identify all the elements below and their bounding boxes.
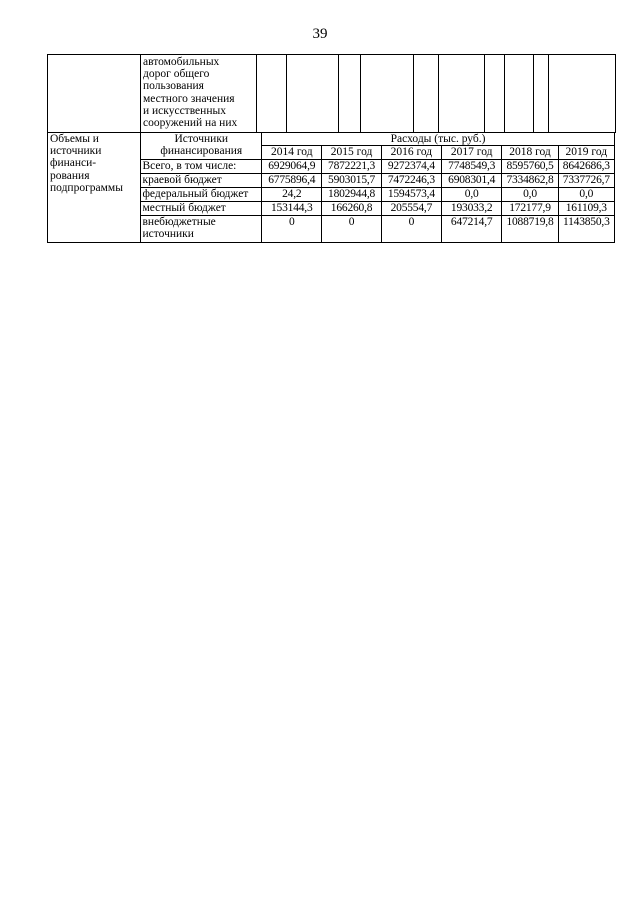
- value-cell: 7337726,7: [558, 174, 614, 188]
- year-header: 2019 год: [558, 146, 614, 160]
- empty-cell: [414, 55, 439, 133]
- label-line: источники: [50, 145, 102, 158]
- empty-cell: [505, 55, 534, 133]
- value-cell: 0: [262, 216, 322, 243]
- activity-name-line: автомобильных: [143, 56, 220, 68]
- source-cell: федеральный бюджет: [141, 188, 262, 202]
- value-cell: 5903015,7: [322, 174, 381, 188]
- label-line: рования: [50, 169, 90, 182]
- continued-table-row: [47, 54, 616, 133]
- value-cell: 1088719,8: [502, 216, 558, 243]
- activity-name-line: пользования: [143, 80, 204, 93]
- source-header-line: Источники: [174, 133, 229, 145]
- source-header-line: финансирования: [160, 145, 243, 158]
- label-line: подпрограммы: [50, 181, 123, 194]
- year-header: 2016 год: [381, 146, 441, 160]
- value-cell: 6775896,4: [262, 174, 322, 188]
- empty-cell: [339, 55, 361, 133]
- year-header: 2017 год: [442, 146, 502, 160]
- value-cell: 7872221,3: [322, 160, 381, 174]
- label-line: финанси-: [50, 157, 97, 170]
- value-cell: 647214,7: [442, 216, 502, 243]
- value-cell: 7334862,8: [502, 174, 558, 188]
- value-cell: 8642686,3: [558, 160, 614, 174]
- source-cell: Всего, в том числе:: [141, 160, 262, 174]
- value-cell: 0,0: [502, 188, 558, 202]
- value-cell: 24,2: [262, 188, 322, 202]
- source-cell: местный бюджет: [141, 202, 262, 216]
- empty-cell: [439, 55, 485, 133]
- empty-cell: [287, 55, 339, 133]
- year-header: 2015 год: [322, 146, 381, 160]
- activity-name-line: дорог общего: [143, 68, 210, 81]
- source-header: [141, 133, 262, 160]
- value-cell: 6929064,9: [262, 160, 322, 174]
- value-cell: 161109,3: [558, 202, 614, 216]
- value-cell: 172177,9: [502, 202, 558, 216]
- source-cell: краевой бюджет: [141, 174, 262, 188]
- financing-table: [47, 132, 615, 243]
- year-header: 2018 год: [502, 146, 558, 160]
- activity-name-line: сооружений на них: [143, 117, 238, 130]
- expenses-header: Расходы (тыс. руб.): [262, 133, 615, 146]
- value-cell: 193033,2: [442, 202, 502, 216]
- value-cell: 0,0: [442, 188, 502, 202]
- value-cell: 166260,8: [322, 202, 381, 216]
- value-cell: 0: [381, 216, 441, 243]
- page-number: 39: [312, 26, 328, 42]
- value-cell: 153144,3: [262, 202, 322, 216]
- value-cell: 1802944,8: [322, 188, 381, 202]
- activity-name-line: местного значения: [143, 92, 235, 105]
- value-cell: 0: [322, 216, 381, 243]
- year-header: 2014 год: [262, 146, 322, 160]
- activity-name-line: и искусственных: [143, 104, 226, 117]
- source-cell: внебюджетные источники: [141, 216, 262, 243]
- empty-cell: [534, 55, 549, 133]
- value-cell: 1143850,3: [558, 216, 614, 243]
- empty-cell: [48, 55, 141, 133]
- value-cell: 8595760,5: [502, 160, 558, 174]
- label-line: Объемы и: [50, 133, 99, 145]
- value-cell: 0,0: [558, 188, 614, 202]
- empty-cell: [361, 55, 414, 133]
- activity-name-cell: [141, 55, 257, 133]
- value-cell: 9272374,4: [381, 160, 441, 174]
- empty-cell: [485, 55, 505, 133]
- value-cell: 7748549,3: [442, 160, 502, 174]
- financing-volume-label: [48, 133, 141, 243]
- empty-cell: [549, 55, 616, 133]
- value-cell: 205554,7: [381, 202, 441, 216]
- value-cell: 1594573,4: [381, 188, 441, 202]
- value-cell: 6908301,4: [442, 174, 502, 188]
- empty-cell: [257, 55, 287, 133]
- value-cell: 7472246,3: [381, 174, 441, 188]
